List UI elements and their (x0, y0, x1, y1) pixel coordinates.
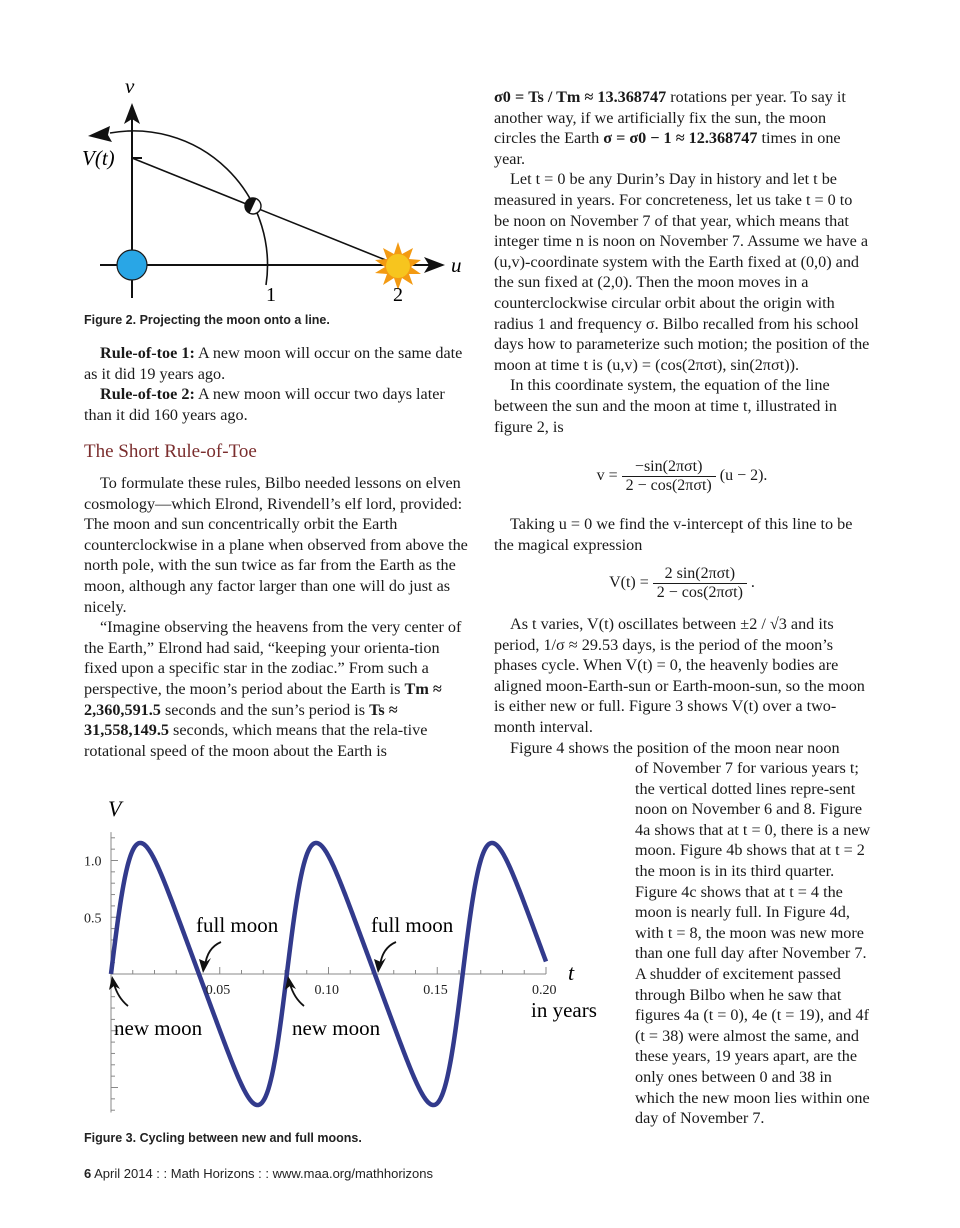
chart-axes (111, 832, 546, 1112)
eq2-denominator: 2 − cos(2πσt) (656, 584, 743, 601)
rule2-label: Rule-of-toe 2: (100, 385, 195, 404)
p0-text-a: rotations per year. To say it another way, if we artificially fix the sun, the moon circles the Earth (494, 88, 846, 148)
eq2-fraction (653, 565, 747, 602)
rule2-text: A new moon will occur two days later than it did 160 years ago. (84, 385, 445, 424)
tick-label-2: 2 (393, 284, 403, 306)
figure-3-chart (80, 790, 620, 1120)
figure-3-caption: Figure 3. Cycling between new and full moons. (84, 1131, 362, 1145)
right-paragraph-0 (494, 87, 870, 169)
eq1-tail: (u − 2). (719, 467, 768, 485)
eq1-lhs: v = (596, 467, 618, 485)
eq1-fraction (622, 458, 716, 495)
p2-text-a: “Imagine observing the heavens from the very center of the Earth,” Elrond had said, “keeping your orienta-tion fixed upon a specific star in the zodiac.” From such a perspective, the moon’s period about the Earth is (84, 618, 462, 698)
new-moon-arrow-2 (290, 984, 304, 1006)
sun-moon-line (132, 158, 398, 265)
full-moon-arrowhead-1 (199, 958, 211, 973)
rule1-label: Rule-of-toe 1: (100, 344, 195, 362)
new-moon-label-2: new moon (292, 1016, 381, 1040)
full-moon-label-2: full moon (371, 913, 454, 937)
page-footer (84, 1166, 433, 1181)
p2-text-b: seconds and the sun’s period is (160, 700, 370, 719)
left-paragraph-2 (84, 617, 468, 761)
left-column-top (84, 343, 468, 425)
p2-text-c: seconds, which means that the rela-tive rotational speed of the moon about the Earth is (84, 721, 428, 760)
x-tick-label: 0.20 (532, 983, 557, 998)
new-moon-arrow-1 (114, 984, 128, 1006)
moon-period-value: Tm ≈ 2,360,591.5 (84, 679, 442, 719)
eq2-numerator: 2 sin(2πσt) (653, 565, 747, 584)
section-title: The Short Rule-of-Toe (84, 441, 257, 462)
equation-vt (494, 565, 870, 602)
equation-line (494, 458, 870, 495)
intercept-text: Taking u = 0 we find the v-intercept of this line to be the magical expression (494, 515, 853, 554)
right-paragraph-5-wrap (635, 758, 873, 1129)
y-tick-label: 1.0 (84, 854, 102, 870)
right-paragraph-2: In this coordinate system, the equation of the line between the sun and the moon at time t, illustrated in figure 2, is (494, 376, 838, 436)
chart-tick-labels (84, 855, 557, 999)
footer-text: April 2014 : : Math Horizons : : www.maa.org/mathhorizons (94, 1166, 434, 1181)
x-tick-label: 0.05 (205, 983, 231, 998)
eq1-denominator: 2 − cos(2πσt) (625, 477, 712, 494)
label-v: v (125, 74, 135, 98)
right-paragraph-4-block (494, 614, 870, 758)
rule1-text: A new moon will occur on the same date as it did 19 years ago. (84, 344, 463, 383)
tick-label-1: 1 (266, 284, 276, 306)
eq2-tail: . (750, 574, 755, 592)
right-paragraph-3 (494, 514, 870, 555)
full-moon-label-1: full moon (196, 913, 279, 937)
eq2-lhs: V(t) = (609, 574, 649, 592)
y-tick-label: 0.5 (84, 911, 102, 927)
x-tick-label: 0.15 (423, 983, 448, 998)
orbit-arrow (88, 126, 112, 142)
earth-icon (117, 250, 147, 280)
y-axis-label: V (108, 796, 122, 821)
right-paragraph-4: As t varies, V(t) oscillates between ±2 / √3 and its period, 1/σ ≈ 29.53 days, is the period of the moon’s phases cycle. When V(t) = 0, the heavenly bodies are aligned moon-Earth-sun or Earth-moon-sun, so the moon is either new or full. Figure 3 shows V(t) over a two-month interval. (494, 615, 865, 736)
rule-of-toe-1 (84, 343, 468, 384)
right-paragraph-5: of November 7 for various years t; the vertical dotted lines repre-sent noon on November 6 and 8. Figure 4a shows that at t = 0, there is a new moon. Figure 4b shows that at t = 2 the moon is in its third quarter. Figure 4c shows that at t = 4 the moon is nearly full. In Figure 4d, with t = 8, the moon was new more than one full day after November 7. A shudder of excitement passed through Bilbo when he saw that figures 4a (t = 0), 4e (t = 19), and 4f (t = 38) were almost the same, and these years, 19 years apart, are the only ones between 0 and 38 in which the new moon lies within one day of November 7. (635, 759, 871, 1128)
moon-icon (242, 195, 261, 214)
label-Vt: V(t) (82, 146, 115, 170)
sigma-value: σ = σ0 − 1 ≈ 12.368747 (603, 129, 758, 148)
x-axis-label: t (568, 960, 575, 985)
figure-2-diagram (80, 70, 480, 310)
figure-2-caption: Figure 2. Projecting the moon onto a line. (84, 313, 330, 327)
left-column-body (84, 473, 468, 761)
left-paragraph-1: To formulate these rules, Bilbo needed lessons on elven cosmology—which Elrond, Rivendell’s elf lord, provided: The moon and sun concentrically orbit the Earth counterclockwise in a plane when observed from above the north pole, with the sun twice as far from the Earth as the moon, although any factor larger than one will do just as nicely. (84, 474, 468, 616)
eq1-numerator: −sin(2πσt) (622, 458, 716, 477)
new-moon-label-1: new moon (114, 1016, 203, 1040)
sigma0-value: σ0 = Ts / Tm ≈ 13.368747 (494, 88, 667, 106)
page-number: 6 (84, 1166, 92, 1181)
p0-text-b: times in one year. (494, 129, 841, 168)
right-column-body (494, 87, 870, 437)
sun-period-value: Ts ≈ 31,558,149.5 (84, 700, 398, 740)
right-paragraph-5-first: Figure 4 shows the position of the moon near noon (510, 738, 840, 757)
rule-of-toe-2 (84, 384, 468, 425)
label-u: u (451, 253, 462, 277)
x-tick-label: 0.10 (314, 983, 339, 998)
x-axis-unit: in years (531, 998, 597, 1022)
right-paragraph-1: Let t = 0 be any Durin’s Day in history and let t be measured in years. For concreteness, let us take t = 0 to be noon on November 7 of that year, which means that integer time n is noon on November 7. Assume we have a (u,v)-coordinate system with the Earth fixed at (0,0) and the sun fixed at (2,0). Then the moon moves in a counterclockwise circular orbit about the origin with radius 1 and frequency σ. Bilbo recalled from his school days how to parameterize such motion; the position of the moon at time t is (u,v) = (cos(2πσt), sin(2πσt)). (494, 170, 870, 374)
